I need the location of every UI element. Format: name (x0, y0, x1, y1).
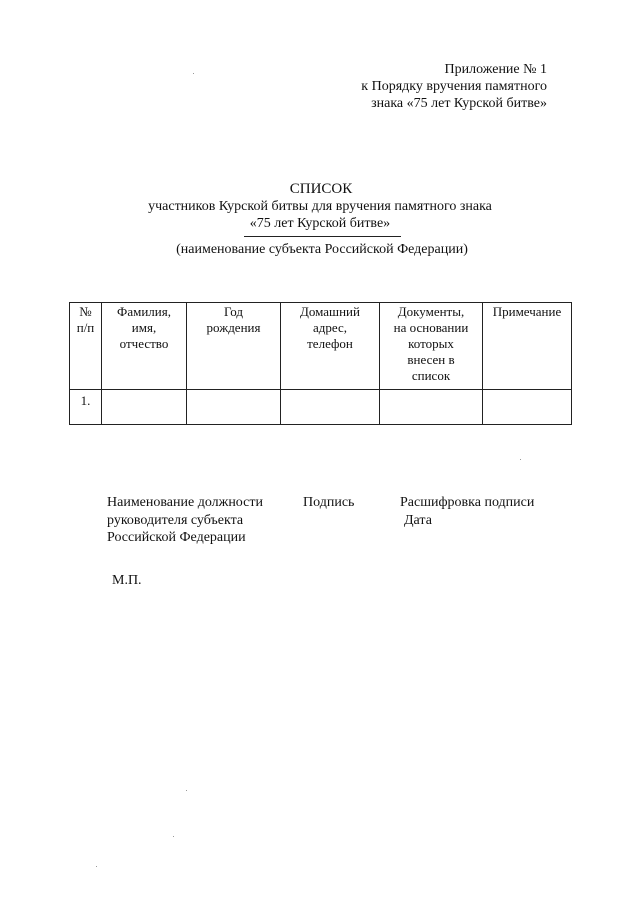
scan-speck (193, 73, 194, 74)
table-cell (187, 390, 281, 425)
position-block (107, 494, 263, 547)
document-subtitle-line-1: участников Курской битвы для вручения памятного знака (148, 199, 492, 214)
table-cell: 1. (70, 390, 102, 425)
decoding-label: Расшифровка подписи (400, 495, 535, 510)
decoding-block (400, 494, 534, 529)
document-subtitle-line-2: «75 лет Курской битве» (249, 216, 391, 231)
annex-line-2: к Порядку вручения памятного (361, 79, 547, 94)
participants-table (69, 302, 572, 425)
header-cell-note: Примечание (483, 303, 572, 390)
table-cell (102, 390, 187, 425)
signature-label: Подпись (303, 495, 355, 510)
seal-label: М.П. (112, 573, 142, 588)
signature-block (303, 494, 354, 512)
scan-speck (173, 836, 174, 837)
table-row (70, 390, 572, 425)
annex-line-1: Приложение № 1 (444, 62, 547, 77)
header-cell-documents: Документы, на основании которых внесен в список (380, 303, 483, 390)
position-line-3: Российской Федерации (107, 530, 246, 545)
annex-line-3: знака «75 лет Курской битве» (371, 96, 547, 111)
position-line-1: Наименование должности (107, 495, 263, 510)
scan-speck (96, 866, 97, 867)
table-cell (483, 390, 572, 425)
table-cell (281, 390, 380, 425)
annex-block (361, 61, 547, 112)
title-block (0, 180, 640, 258)
header-cell-full-name: Фамилия, имя, отчество (102, 303, 187, 390)
header-cell-number: № п/п (70, 303, 102, 390)
table-header-row (70, 303, 572, 390)
table-cell (380, 390, 483, 425)
date-label: Дата (404, 512, 432, 528)
header-cell-birth-year: Год рождения (187, 303, 281, 390)
scan-speck (186, 790, 187, 791)
header-cell-address: Домашний адрес, телефон (281, 303, 380, 390)
document-title: СПИСОК (289, 181, 353, 197)
subject-caption: (наименование субъекта Российской Федерации) (176, 242, 468, 257)
position-line-2: руководителя субъекта (107, 512, 244, 528)
scan-speck (520, 459, 521, 460)
subject-name-blank-line (244, 236, 401, 237)
